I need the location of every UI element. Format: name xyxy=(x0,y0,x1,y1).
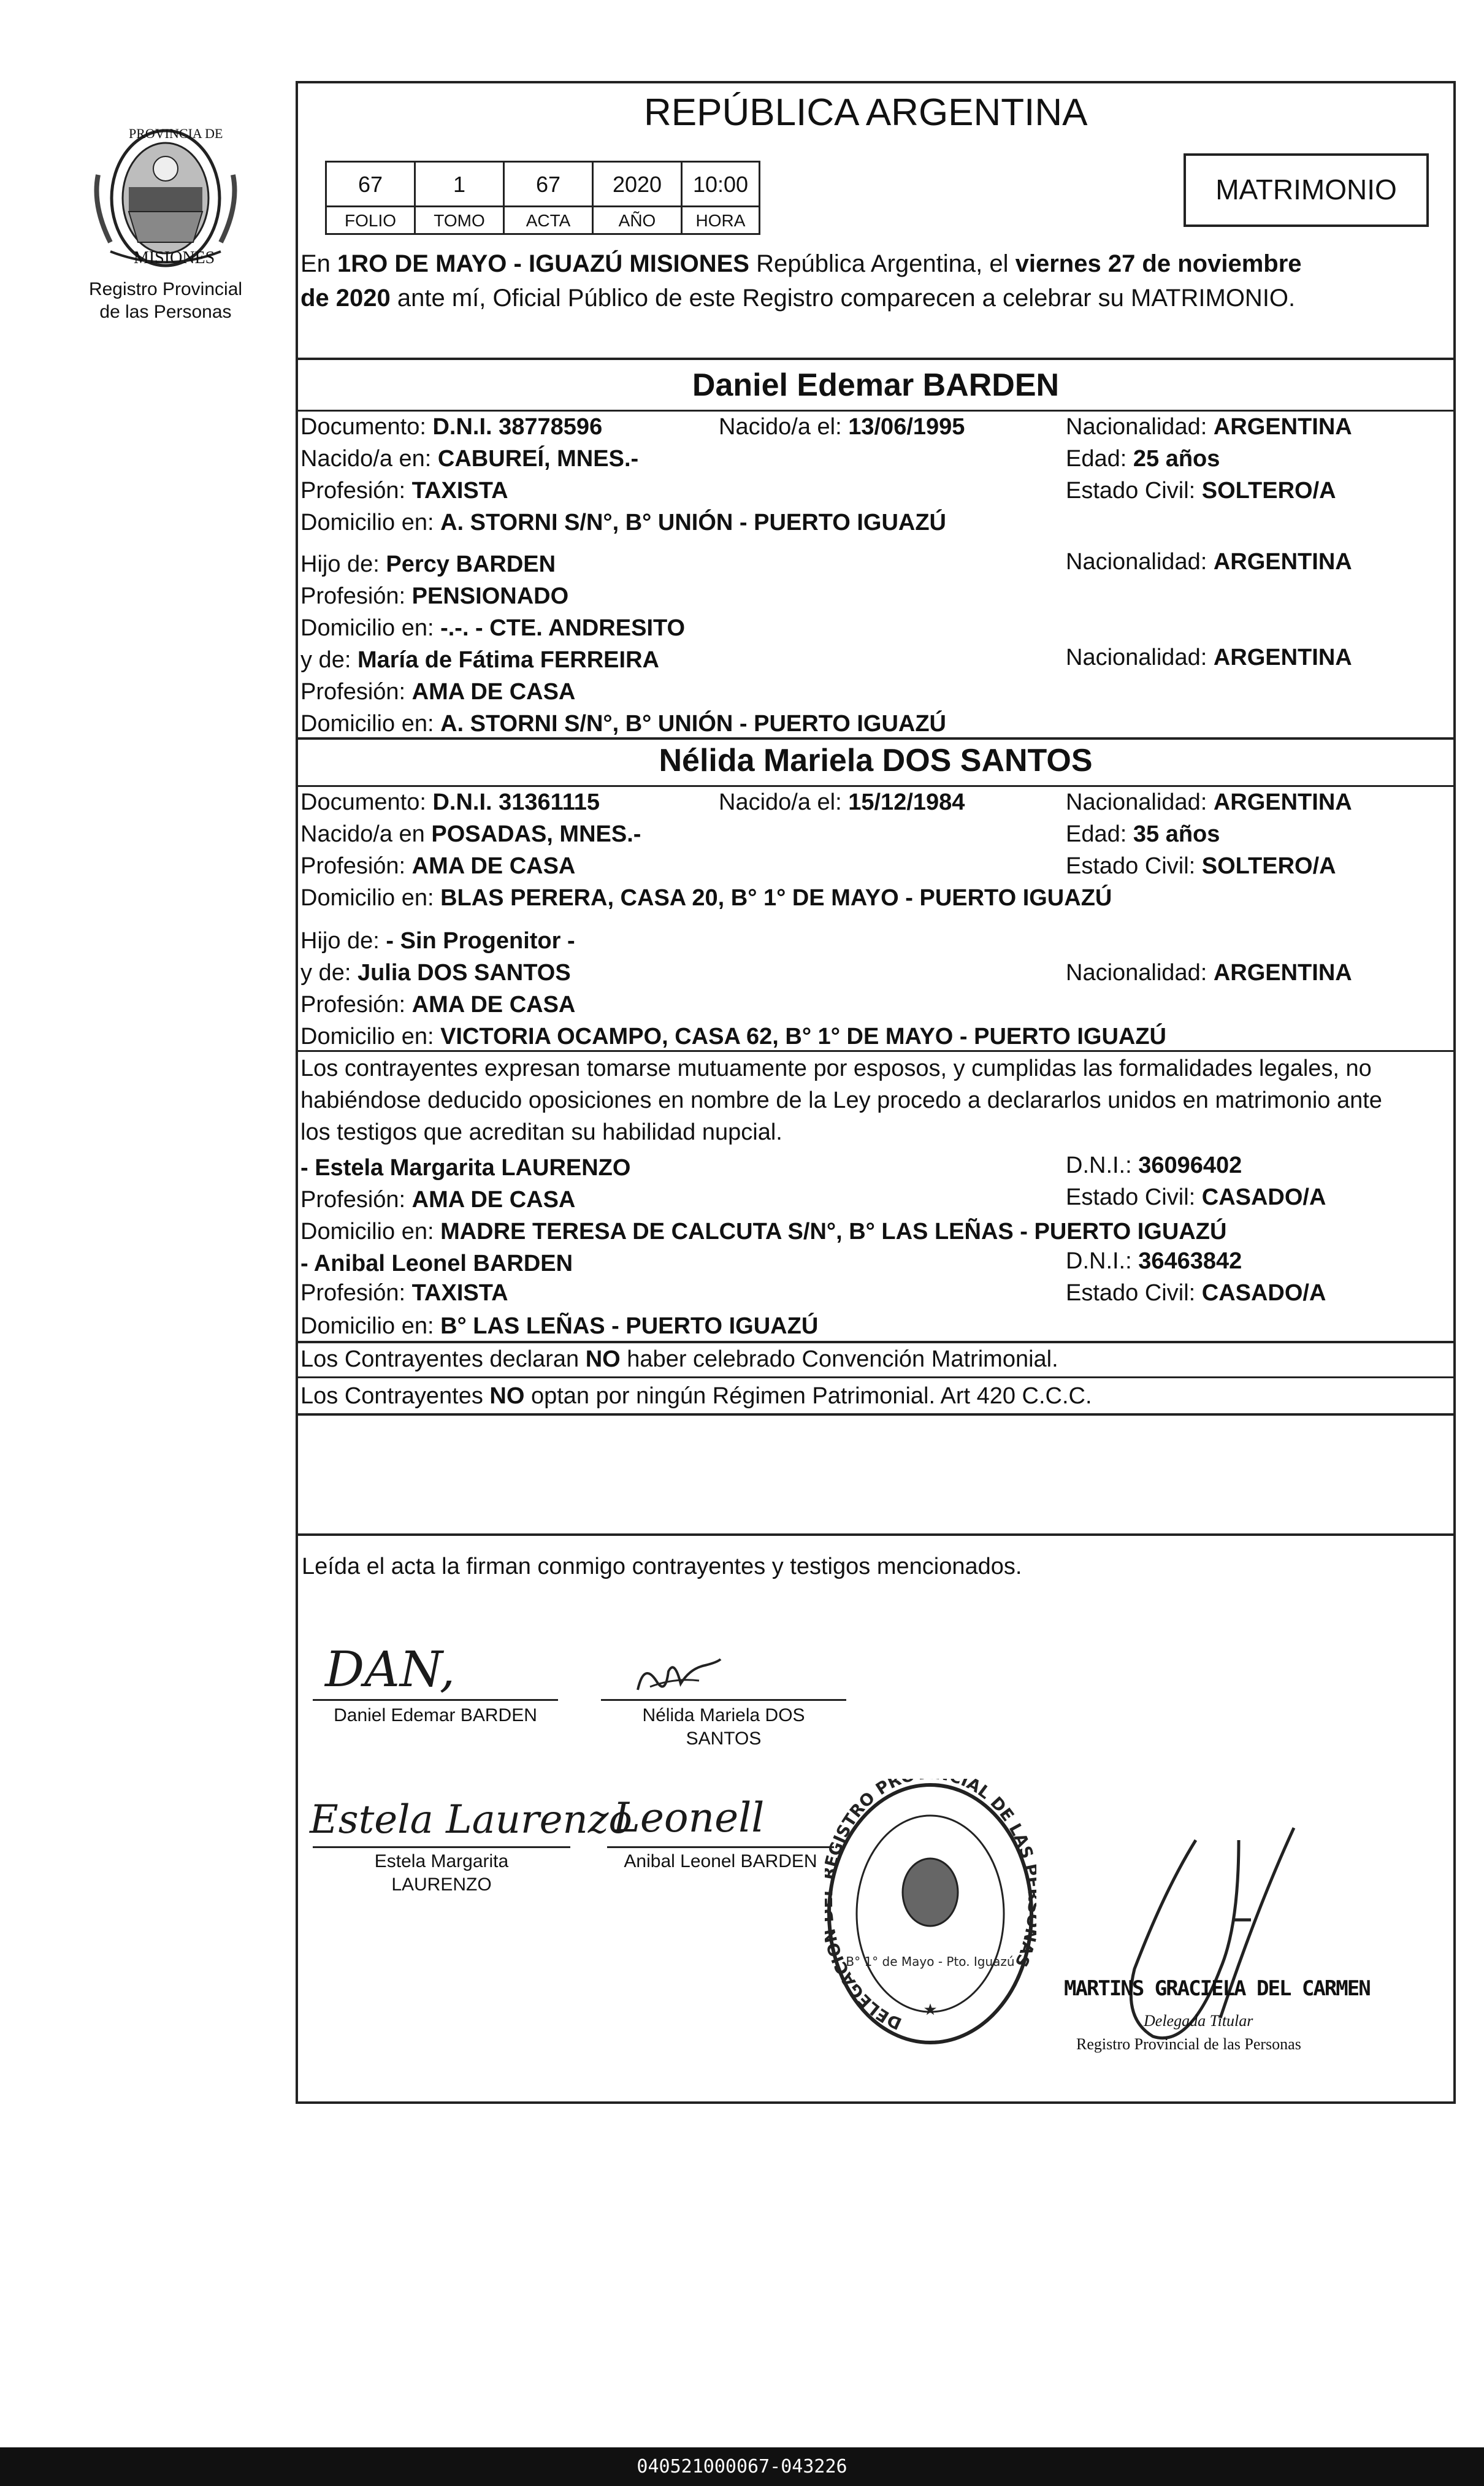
ano-value: 2020 xyxy=(592,161,683,207)
tomo-value: 1 xyxy=(414,161,505,207)
declaration-line-3: los testigos que acreditan su habilidad nupcial. xyxy=(300,1119,782,1145)
intro-date: viernes 27 de noviembre xyxy=(1015,250,1302,277)
witness-1-civil-status: Estado Civil: CASADO/A xyxy=(1066,1184,1326,1210)
official-name: MARTINS GRACIELA DEL CARMEN xyxy=(1064,1976,1370,2001)
doc-type-label: MATRIMONIO xyxy=(1215,174,1397,205)
hora-label: HORA xyxy=(681,205,760,235)
official-office: Registro Provincial de las Personas xyxy=(1076,2035,1301,2053)
seal-caption-2: de las Personas xyxy=(99,302,232,322)
declaration-line-1: Los contrayentes expresan tomarse mutuamente por esposos, y cumplidas las formalidades legales, no xyxy=(300,1056,1372,1081)
witness-1-dni: D.N.I.: 36096402 xyxy=(1066,1153,1242,1178)
witness-2-civil-status: Estado Civil: CASADO/A xyxy=(1066,1280,1326,1306)
divider xyxy=(296,410,1456,412)
groom-birth-place: Nacido/a en: CABUREÍ, MNES.- xyxy=(300,446,639,472)
intro-place: 1RO DE MAYO - IGUAZÚ MISIONES xyxy=(337,250,749,277)
registry-stamp xyxy=(825,1779,1036,2052)
intro-paragraph xyxy=(300,247,1453,315)
bride-address: Domicilio en: BLAS PERERA, CASA 20, B° 1° DE MAYO - PUERTO IGUAZÚ xyxy=(300,885,1112,911)
stamp-ring-text: DELEGACIO GISTRO PR IAL DE LAS AS xyxy=(825,1779,1036,2033)
bride-birth-place: Nacido/a en POSADAS, MNES.- xyxy=(300,821,641,847)
official-signature xyxy=(1098,1816,1355,2073)
groom-profession: Profesión: TAXISTA xyxy=(300,478,508,504)
divider xyxy=(296,1050,1456,1052)
bride-father: Hijo de: - Sin Progenitor - xyxy=(300,928,575,954)
tomo-label: TOMO xyxy=(414,205,505,235)
folio-value: 67 xyxy=(325,161,416,207)
groom-civil-status: Estado Civil: SOLTERO/A xyxy=(1066,478,1336,504)
folio-label: FOLIO xyxy=(325,205,416,235)
intro-text-3: ante mí, Oficial Público de este Registro comparecen a celebrar su MATRIMONIO. xyxy=(390,285,1296,312)
seal-top-text: PROVINCIA DE xyxy=(129,126,223,141)
groom-signature: DAN, xyxy=(325,1641,456,1698)
official-role: Delegada Titular xyxy=(1144,2012,1253,2030)
groom-father-address: Domicilio en: -.-. - CTE. ANDRESITO xyxy=(300,615,686,641)
witness-1-caption-2: LAURENZO xyxy=(391,1874,492,1895)
bride-mother-nationality: Nacionalidad: ARGENTINA xyxy=(1066,960,1352,986)
witness-1-signature-line xyxy=(313,1846,570,1848)
divider xyxy=(296,785,1456,787)
groom-birth-date: Nacido/a el: 13/06/1995 xyxy=(719,414,965,440)
bride-signature-caption-2: SANTOS xyxy=(686,1728,762,1749)
declaration-line-2: habiéndose deducido oposiciones en nombre de la Ley procedo a declararlos unidos en matrimonio ante xyxy=(300,1088,1382,1113)
witness-2-caption: Anibal Leonel BARDEN xyxy=(624,1851,817,1871)
convention-line-1: Los Contrayentes declaran NO haber celebrado Convención Matrimonial. xyxy=(300,1346,1058,1372)
closing-statement: Leída el acta la firman conmigo contrayentes y testigos mencionados. xyxy=(302,1554,1022,1579)
divider xyxy=(296,1341,1456,1343)
hora-value: 10:00 xyxy=(681,161,760,207)
groom-father-nationality: Nacionalidad: ARGENTINA xyxy=(1066,549,1352,575)
witness-2-signature-line xyxy=(607,1846,834,1848)
witness-2-profession: Profesión: TAXISTA xyxy=(300,1280,508,1306)
intro-year: de 2020 xyxy=(300,285,391,312)
witness-2-name: - Anibal Leonel BARDEN xyxy=(300,1251,573,1276)
groom-address: Domicilio en: A. STORNI S/N°, B° UNIÓN - PUERTO IGUAZÚ xyxy=(300,510,947,535)
witness-2-dni: D.N.I.: 36463842 xyxy=(1066,1248,1242,1274)
ano-label: AÑO xyxy=(592,205,683,235)
groom-age: Edad: 25 años xyxy=(1066,446,1220,472)
bride-mother-profession: Profesión: AMA DE CASA xyxy=(300,992,576,1018)
provincial-seal xyxy=(86,120,245,279)
groom-signature-line xyxy=(313,1699,558,1701)
bride-profession: Profesión: AMA DE CASA xyxy=(300,853,576,879)
witness-1-profession: Profesión: AMA DE CASA xyxy=(300,1187,576,1213)
groom-father-profession: Profesión: PENSIONADO xyxy=(300,583,569,609)
bride-name: Nélida Mariela DOS SANTOS xyxy=(659,743,1093,778)
divider xyxy=(296,737,1456,740)
witness-1-signature: Estela Laurenzo xyxy=(310,1797,632,1843)
witness-2-address: Domicilio en: B° LAS LEÑAS - PUERTO IGUAZÚ xyxy=(300,1313,819,1339)
groom-mother: y de: María de Fátima FERREIRA xyxy=(300,647,659,673)
divider xyxy=(296,1376,1456,1378)
bride-mother-address: Domicilio en: VICTORIA OCAMPO, CASA 62, B° 1° DE MAYO - PUERTO IGUAZÚ xyxy=(300,1024,1166,1049)
bride-nationality: Nacionalidad: ARGENTINA xyxy=(1066,789,1352,815)
groom-document: Documento: D.N.I. 38778596 xyxy=(300,414,603,440)
groom-signature-caption: Daniel Edemar BARDEN xyxy=(334,1705,537,1725)
document-barcode-footer: 040521000067-043226 xyxy=(0,2447,1484,2486)
bride-birth-date: Nacido/a el: 15/12/1984 xyxy=(719,789,965,815)
seal-bottom-text: MISIONES xyxy=(134,248,215,267)
witness-1-caption-1: Estela Margarita xyxy=(374,1851,509,1871)
doc-type-box xyxy=(1184,153,1429,227)
seal-caption-1: Registro Provincial xyxy=(88,279,243,299)
bride-document: Documento: D.N.I. 31361115 xyxy=(300,789,600,815)
bride-age: Edad: 35 años xyxy=(1066,821,1220,847)
groom-father: Hijo de: Percy BARDEN xyxy=(300,551,556,577)
divider xyxy=(296,1533,1456,1536)
witness-1-address: Domicilio en: MADRE TERESA DE CALCUTA S/N°, B° LAS LEÑAS - PUERTO IGUAZÚ xyxy=(300,1219,1227,1245)
groom-name: Daniel Edemar BARDEN xyxy=(692,367,1060,403)
bride-signature-line xyxy=(601,1699,846,1701)
stamp-inner-text: B° 1° de Mayo - Pto. Iguazú xyxy=(846,1954,1015,1969)
divider xyxy=(296,1413,1456,1416)
bride-signature xyxy=(632,1656,724,1699)
witness-1-name: - Estela Margarita LAURENZO xyxy=(300,1155,631,1181)
document-title: REPÚBLICA ARGENTINA xyxy=(644,91,1088,134)
intro-text-2: República Argentina, el xyxy=(749,250,1015,277)
divider xyxy=(296,358,1456,360)
groom-mother-profession: Profesión: AMA DE CASA xyxy=(300,679,576,705)
stamp-star-icon: ★ xyxy=(923,2000,938,2019)
groom-nationality: Nacionalidad: ARGENTINA xyxy=(1066,414,1352,440)
acta-value: 67 xyxy=(503,161,594,207)
bride-civil-status: Estado Civil: SOLTERO/A xyxy=(1066,853,1336,879)
bride-signature-caption-1: Nélida Mariela DOS xyxy=(642,1705,805,1725)
convention-line-2: Los Contrayentes NO optan por ningún Régimen Patrimonial. Art 420 C.C.C. xyxy=(300,1383,1092,1409)
acta-label: ACTA xyxy=(503,205,594,235)
witness-2-signature: Leonell xyxy=(613,1794,765,1841)
intro-text-1: En xyxy=(300,250,338,277)
groom-mother-address: Domicilio en: A. STORNI S/N°, B° UNIÓN - PUERTO IGUAZÚ xyxy=(300,711,947,737)
groom-mother-nationality: Nacionalidad: ARGENTINA xyxy=(1066,645,1352,670)
bride-mother: y de: Julia DOS SANTOS xyxy=(300,960,571,986)
